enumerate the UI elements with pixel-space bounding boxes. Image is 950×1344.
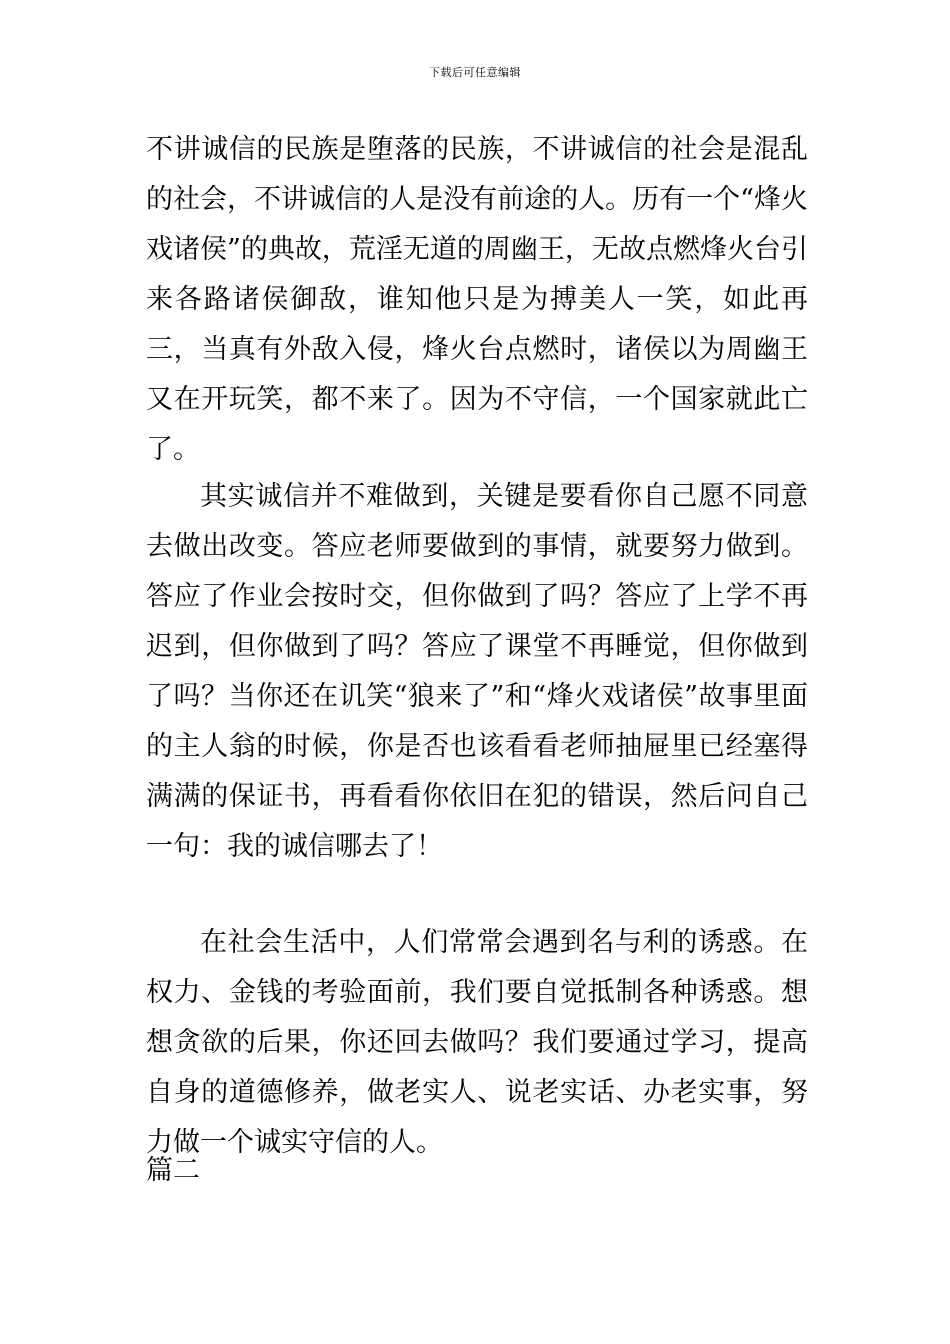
paragraph-2: 其实诚信并不难做到，关键是要看你自己愿不同意去做出改变。答应老师要做到的事情，就要努力做到。答应了作业会按时交，但你做到了吗？答应了上学不再迟到，但你做到了吗？答应了课堂不再睡觉，但你做到了吗？当你还在讥笑“狼来了”和“烽火戏诸侯”故事里面的主人翁的时候，你是否也该看看老师抽屉里已经塞得满满的保证书，再看看你依旧在犯的错误，然后问自己一句：我的诚信哪去了！ xyxy=(146,481,808,862)
page-header-note: 下载后可任意编辑 xyxy=(429,66,521,79)
paragraph-3: 在社会生活中，人们常常会遇到名与利的诱惑。在权力、金钱的考验面前，我们要自觉抵制各种诱惑。想想贪欲的后果，你还回去做吗？我们要通过学习，提高自身的道德修养，做老实人、说老实话、办老实事，努力做一个诚实守信的人。 xyxy=(146,927,808,1158)
paragraph-1: 不讲诚信的民族是堕落的民族，不讲诚信的社会是混乱的社会，不讲诚信的人是没有前途的人。历有一个“烽火戏诸侯”的典故，荒淫无道的周幽王，无故点燃烽火台引来各路诸侯御敌，谁知他只是为搏美人一笑，如此再三，当真有外敌入侵，烽火台点燃时，诸侯以为周幽王又在开玩笑，都不来了。因为不守信，一个国家就此亡了。 xyxy=(146,134,808,465)
section-label: 篇二 xyxy=(146,1155,200,1186)
